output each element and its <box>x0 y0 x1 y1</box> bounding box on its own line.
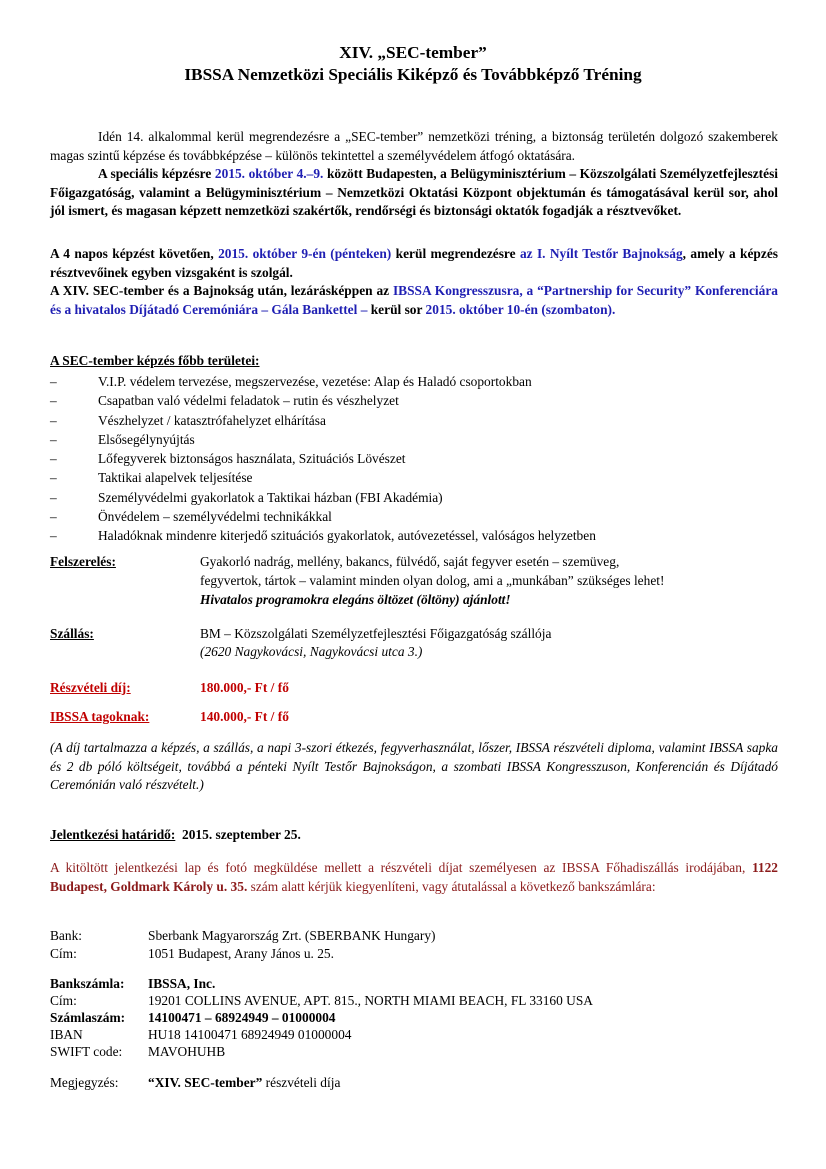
congress-date: 2015. október 10-én (szombaton). <box>425 301 616 317</box>
lodging-section <box>50 625 778 665</box>
list-item-text: Vészhelyzet / katasztrófahelyzet elhárítása <box>98 412 326 428</box>
list-item-text: V.I.P. védelem tervezése, megszervezése, vezetése: Alap és Haladó csoportokban <box>98 374 532 389</box>
holder-address-label: Cím: <box>50 993 77 1008</box>
intro-paragraph <box>50 128 778 165</box>
bank-address-value: 1051 Budapest, Arany János u. 25. <box>148 946 334 961</box>
headquarters-address: 1122 Budapest, Goldmark Károly u. 35. <box>50 860 778 894</box>
payment-text-a: A kitöltött jelentkezési lap és fotó megküldése mellett a részvételi díjat személyesen az IBSSA Főhadiszállás irodájában, <box>50 860 752 875</box>
deadline-value: 2015. szeptember 25. <box>182 827 301 842</box>
lodging-line-1: BM – Közszolgálati Személyzetfejlesztési Főigazgatóság szállója <box>200 626 552 641</box>
iban-label: IBAN <box>50 1027 83 1042</box>
venue-text-b: között Budapesten, a Belügyminisztérium – Közszolgálati Személyzetfejlesztési Főigazgatóság, valamint a Belügyminisztérium – Nemzetközi Oktatási Központ objektumán és támogatásával kerül sor, ahol jól ismert, és magasan képzett nemzetközi szakértők, rendőrségi és biztonsági oktatók fogadják a résztvevőket. <box>50 166 779 218</box>
list-item-text: Személyvédelmi gyakorlatok a Taktikai házban (FBI Akadémia) <box>98 489 443 505</box>
equipment-label: Felszerelés: <box>50 554 116 569</box>
title-line-1: XIV. „SEC-tember” <box>339 43 487 62</box>
remark-value <box>148 1074 340 1093</box>
topics-list <box>50 372 596 546</box>
remark-row <box>50 1074 778 1094</box>
dash-bullet: – <box>50 470 57 486</box>
list-item <box>50 449 596 468</box>
list-item-text: Haladóknak mindenre kiterjedő szituációs gyakorlatok, autóvezetéssel, valóságos helyzetben <box>98 528 596 544</box>
deadline-label: Jelentkezési határidő: <box>50 827 176 842</box>
swift-label: SWIFT code: <box>50 1044 123 1059</box>
payment-paragraph <box>50 859 778 896</box>
lodging-label: Szállás: <box>50 626 94 641</box>
bank-label: Bank: <box>50 928 82 943</box>
remark-event-name: “XIV. SEC-tember” <box>148 1075 263 1090</box>
equipment-section <box>50 553 778 613</box>
list-item <box>50 411 596 430</box>
list-item-text: Önvédelem – személyvédelmi technikákkal <box>98 509 332 525</box>
equipment-line-2: fegyvertok, tártok – valamint minden olyan dolog, ami a „munkában” szükséges lehet! <box>200 573 665 588</box>
topics-heading: A SEC-tember képzés főbb területei: <box>50 353 260 368</box>
championship-paragraph <box>50 245 778 282</box>
dash-bullet: – <box>50 451 57 467</box>
dash-bullet: – <box>50 528 57 544</box>
championship-name: az I. Nyílt Testőr Bajnokság <box>519 246 683 261</box>
lodging-address: (2620 Nagykovácsi, Nagykovácsi utca 3.) <box>200 644 423 659</box>
list-item-text: Csapatban való védelmi feladatok – rutin és vészhelyzet <box>98 393 399 409</box>
congress-name: IBSSA Kongresszusra, a “Partnership for Security” Konferenciára és a hivatalos Díjátadó Ceremóniára – Gála Bankettel – <box>50 283 778 317</box>
list-item <box>50 526 596 545</box>
championship-text-a: A 4 napos képzést követően, <box>50 246 219 261</box>
bank-address-row <box>50 945 778 965</box>
member-fee-row <box>50 708 778 728</box>
fee-note: (A díj tartalmazza a képzés, a szállás, a napi 3-szori étkezés, fegyverhasználat, lőszer, IBSSA részvételi diploma, valamint IBSSA sapka és 2 db póló költségeit, továbbá a pénteki Nyílt Testőr Bajnokságon, a szombati IBSSA Kongresszuson, Konferencián és Díjátadó Ceremónián való részvételt.) <box>50 740 778 792</box>
account-number-label: Számlaszám: <box>50 1010 126 1025</box>
dash-bullet: – <box>50 431 57 447</box>
dash-bullet: – <box>50 412 57 428</box>
participation-fee-label: Részvételi díj: <box>50 680 131 695</box>
participation-fee-value: 180.000,- Ft / fő <box>200 680 289 695</box>
list-item <box>50 468 596 487</box>
equipment-line-1: Gyakorló nadrág, mellény, bakancs, fülvédő, saját fegyver esetén – szemüveg, <box>200 554 620 569</box>
dash-bullet: – <box>50 374 57 389</box>
payment-text-b: szám alatt kérjük kiegyenlíteni, vagy átutalással a következő bankszámlára: <box>247 878 656 894</box>
list-item <box>50 391 596 410</box>
dash-bullet: – <box>50 509 57 525</box>
congress-text-b: kerül sor <box>367 301 426 317</box>
bank-value: Sberbank Magyarország Zrt. (SBERBANK Hungary) <box>148 928 436 943</box>
list-item <box>50 372 596 391</box>
swift-row <box>50 1043 778 1063</box>
intro-text: Idén 14. alkalommal kerül megrendezésre a „SEC-tember” nemzetközi tréning, a biztonság területén dolgozó szakemberek magas szintű képzése és továbbképzése – különös tekintettel a személyvédelem átfogó oktatására. <box>50 129 778 163</box>
equipment-dress-code: Hivatalos programokra elegáns öltözet (öltöny) ajánlott! <box>200 592 511 607</box>
list-item <box>50 488 596 507</box>
list-item-text: Lőfegyverek biztonságos használata, Szituációs Lövészet <box>98 451 406 467</box>
participation-fee-row <box>50 679 778 699</box>
congress-paragraph <box>50 282 778 319</box>
championship-text-c: , amely a képzés résztvevőinek egyben vizsgaként is szolgál. <box>50 246 778 280</box>
account-number-value: 14100471 – 68924949 – 01000004 <box>148 1010 336 1025</box>
venue-paragraph <box>50 165 778 221</box>
dash-bullet: – <box>50 393 57 409</box>
venue-text-a: A speciális képzésre <box>98 166 215 181</box>
list-item-text: Elsősegélynyújtás <box>98 431 195 447</box>
list-item-text: Taktikai alapelvek teljesítése <box>98 470 253 486</box>
iban-value: HU18 14100471 68924949 01000004 <box>148 1027 352 1042</box>
account-value: IBSSA, Inc. <box>148 976 216 991</box>
swift-value: MAVOHUHB <box>148 1044 226 1059</box>
championship-text-b: kerül megrendezésre <box>391 246 520 261</box>
bank-name-row <box>50 927 778 947</box>
member-fee-label: IBSSA tagoknak: <box>50 709 150 724</box>
congress-text-a: A XIV. SEC-tember és a Bajnokság után, lezárásképpen az <box>50 283 393 298</box>
list-item <box>50 430 596 449</box>
member-fee-value: 140.000,- Ft / fő <box>200 709 289 724</box>
remark-text: részvételi díja <box>262 1075 341 1090</box>
bank-address-label: Cím: <box>50 946 77 961</box>
remark-label: Megjegyzés: <box>50 1075 119 1090</box>
championship-date: 2015. október 9-én (pénteken) <box>218 246 392 261</box>
list-item <box>50 507 596 526</box>
title-line-2: IBSSA Nemzetközi Speciális Kiképző és Továbbképző Tréning <box>184 65 642 84</box>
training-date: 2015. október 4.–9. <box>214 166 324 181</box>
deadline-row <box>50 826 301 845</box>
dash-bullet: – <box>50 489 57 505</box>
holder-address-value: 19201 COLLINS AVENUE, APT. 815., NORTH MIAMI BEACH, FL 33160 USA <box>148 993 593 1008</box>
account-label: Bankszámla: <box>50 976 125 991</box>
